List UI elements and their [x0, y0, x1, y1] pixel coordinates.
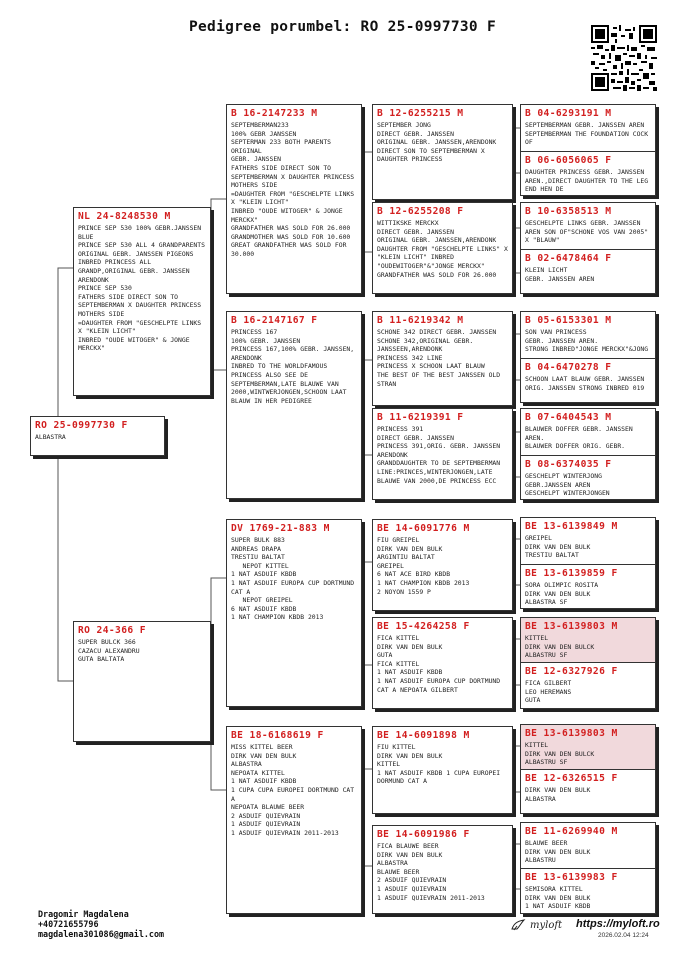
pigeon-description: PRINCESS 391 DIRECT GEBR. JANSSEN PRINCESS 391,ORIG. GEBR. JANSSEN ARENDONK GRANDDAUGHTER TO DE SEPTEMBERMAN LINE:PRINCES,WINTERJONGEN,LATE BLAUWE VAN 2000,DE PRINCESS ECC — [377, 425, 501, 485]
pigeon-entry[interactable] — [521, 725, 655, 769]
ring-number: BE 18-6168619 F — [231, 730, 324, 741]
pigeon-card-granddam-maternal[interactable] — [226, 726, 362, 914]
pigeon-pair-2[interactable] — [520, 202, 656, 294]
pigeon-description: DAUGHTER PRINCESS GEBR. JANSSEN AREN.,DIRECT DAUGHTER TO THE LEG END HEN DE — [525, 168, 652, 194]
ring-number: BE 14-6091986 F — [377, 829, 470, 840]
pigeon-entry[interactable] — [521, 455, 655, 499]
ring-number: BE 11-6269940 M — [525, 826, 618, 837]
pigeon-description: SORA OLIMPIC ROSITA DIRK VAN DEN BULK ALBASTRA SF — [525, 581, 599, 607]
ring-number: BE 12-6326515 F — [525, 773, 618, 784]
pigeon-description: SCHOON LAAT BLAUW GEBR. JANSSEN ORIG. JANSSEN STRONG INBRED 019 — [525, 375, 649, 392]
pigeon-card-ggp-1[interactable] — [372, 104, 513, 200]
ring-number: BE 13-6139803 M — [525, 621, 618, 632]
pigeon-card-grandsire-maternal[interactable] — [226, 519, 362, 707]
qr-code — [591, 25, 657, 91]
pigeon-description: SUPER BULCK 366 CAZACU ALEXANDRU GUTA BALTATA — [78, 638, 140, 664]
pigeon-pair-5[interactable] — [520, 517, 656, 609]
pigeon-card-ggp-3[interactable] — [372, 311, 513, 406]
ring-number: BE 13-6139859 F — [525, 568, 618, 579]
pigeon-pair-7[interactable] — [520, 724, 656, 814]
ring-number: B 04-6293191 M — [525, 108, 612, 119]
pigeon-description: ALBASTRA — [35, 433, 66, 441]
ring-number: B 16-2147167 F — [231, 315, 318, 326]
ring-number: B 06-6056065 F — [525, 155, 612, 166]
ring-number: BE 13-6139983 F — [525, 872, 618, 883]
pigeon-description: KLEIN LICHT GEBR. JANSSEN AREN — [525, 266, 595, 283]
page-title: Pedigree porumbel: RO 25-0997730 F — [188, 19, 496, 35]
pigeon-description: FICA BLAUWE BEER DIRK VAN DEN BULK ALBASTRA BLAUWE BEER 2 ASDUIF QUIEVRAIN 1 ASDUIF QUIEVRAIN 1 ASDUIF QUIEVRAIN 2011-2013 — [377, 842, 485, 902]
pigeon-description: WITTIKSKE MERCKX DIRECT GEBR. JANSSEN ORIGINAL GEBR. JANSSEN,ARENDONK DAUGHTER FROM "GESCHELPTE LINKS" X "KLEIN LICHT" INBRED "OUDEWITOGER"&"JONGE MERCKX" GRANDFATHER WAS SOLD FOR 26.000 — [377, 219, 508, 279]
pigeon-entry[interactable] — [521, 312, 655, 358]
ring-number: B 11-6219342 M — [377, 315, 464, 326]
pigeon-description: PRINCE SEP 530 100% GEBR.JANSSEN BLUE PRINCE SEP 530 ALL 4 GRANDPARENTS ORIGINAL GEBR. JANSSEN PIGEONS INBRED PRINCESS ALL GRANDP,ORIGINAL GEBR. JANSSEN ARENDONK PRINCE SEP 530 FATHERS SIDE DIRECT SON TO SEPTEMBERMAN X DAUGHTER PRINCESS MOTHERS SIDE =DAUGHTER FROM "GESCHELPTE LINKS X "KLEIN LICHT" INBRED "OUDE WITOGER" & JONGE MERCKX" — [78, 224, 205, 353]
ring-number: BE 12-6327926 F — [525, 666, 618, 677]
ring-number: B 16-2147233 M — [231, 108, 318, 119]
pigeon-card-ggp-4[interactable] — [372, 408, 513, 500]
pigeon-entry[interactable] — [521, 769, 655, 813]
pigeon-description: FICA GILBERT LEO HEREMANS GUTA — [525, 679, 572, 705]
pigeon-description: SEPTEMBER JONG DIRECT GEBR. JANSSEN ORIGINAL GEBR. JANSSEN,ARENDONK DIRECT SON TO SEPTEMBERMAN X DAUGHTER PRINCESS — [377, 121, 497, 164]
pigeon-description: GESCHELPT WINTERJONG GEBR.JANSSEN AREN GESCHELPT WINTERJONGEN — [525, 472, 610, 498]
pigeon-description: FIU KITTEL DIRK VAN DEN BULK KITTEL 1 NAT ASDUIF KBDB 1 CUPA EUROPEI DORMUND CAT A — [377, 743, 501, 786]
pigeon-description: BLAUWE BEER DIRK VAN DEN BULK ALBASTRU — [525, 839, 591, 865]
print-date: 2026.02.04 12:24 — [598, 932, 649, 939]
ring-number: RO 25-0997730 F — [35, 420, 128, 431]
pigeon-entry[interactable] — [521, 249, 655, 293]
ring-number: B 12-6255208 F — [377, 206, 464, 217]
ring-number: NL 24-8248530 M — [78, 211, 171, 222]
ring-number: RO 24-366 F — [78, 625, 146, 636]
pigeon-entry[interactable] — [521, 151, 655, 195]
pigeon-pair-3[interactable] — [520, 311, 656, 403]
pigeon-card-grandsire-paternal[interactable] — [226, 104, 362, 294]
ring-number: BE 13-6139803 M — [525, 728, 618, 739]
pigeon-description: GESCHELPTE LINKS GEBR. JANSSEN AREN SON OF"SCHONE VOS VAN 2005" X "BLAUW" — [525, 219, 652, 245]
pigeon-description: DIRK VAN DEN BULK ALBASTRA — [525, 786, 591, 803]
ring-number: DV 1769-21-883 M — [231, 523, 330, 534]
pigeon-card-ggp-7[interactable] — [372, 726, 513, 814]
pigeon-card-granddam-paternal[interactable] — [226, 311, 362, 499]
brand-logo — [510, 917, 562, 933]
pigeon-card-ggp-2[interactable] — [372, 202, 513, 294]
pigeon-entry[interactable] — [521, 868, 655, 913]
pigeon-description: KITTEL DIRK VAN DEN BULCK ALBASTRU SF — [525, 741, 595, 767]
pigeon-description: SEPTEMBERMAN233 100% GEBR JANSSEN SEPTERMAN 233 BOTH PARENTS ORIGINAL GEBR. JANSSEN FATHERS SIDE DIRECT SON TO SEPTEMBERMAN X DAUGHTER PRINCESS MOTHERS SIDE =DAUGHTER FROM "GESCHELPTE LINKS X "KLEIN LICHT" INBRED "OUDE WITOGER" & JONGE MERCKX" GRANDFATHER WAS SOLD FOR 26.000 GRANDMOTHER WAS SOLD FOR 10.600 GREAT GRANDFATHER WAS SOLD FOR 30.000 — [231, 121, 355, 258]
pigeon-pair-4[interactable] — [520, 408, 656, 500]
pigeon-description: GREIPEL DIRK VAN DEN BULK TRESTIU BALTAT — [525, 534, 591, 560]
pigeon-card-dam[interactable] — [73, 621, 211, 742]
pigeon-entry[interactable] — [521, 662, 655, 708]
owner-name: Dragomir Magdalena — [38, 909, 129, 919]
ring-number: B 04-6470278 F — [525, 362, 612, 373]
ring-number: B 08-6374035 F — [525, 459, 612, 470]
ring-number: BE 14-6091776 M — [377, 523, 470, 534]
pigeon-description: SEPTEMBERMAN GEBR. JANSSEN AREN SEPTEMBERMAN THE FOUNDATION COCK OF — [525, 121, 649, 147]
pigeon-entry[interactable] — [521, 358, 655, 402]
brand-name: myloft — [530, 919, 563, 931]
ring-number: B 05-6153301 M — [525, 315, 612, 326]
owner-email: magdalena301086@gmail.com — [38, 929, 165, 939]
pigeon-entry[interactable] — [521, 564, 655, 608]
owner-phone: +40721655796 — [38, 919, 99, 929]
ring-number: BE 13-6139849 M — [525, 521, 618, 532]
owner-info — [38, 909, 164, 939]
pigeon-entry[interactable] — [521, 203, 655, 249]
pigeon-pair-8[interactable] — [520, 822, 656, 914]
ring-number: B 02-6478464 F — [525, 253, 612, 264]
pigeon-card-ggp-8[interactable] — [372, 825, 513, 914]
pigeon-card-sire[interactable] — [73, 207, 211, 396]
pigeon-entry[interactable] — [521, 823, 655, 868]
pigeon-description: SUPER BULK 883 ANDREAS DRAPA TRESTIU BALTAT NEPOT KITTEL 1 NAT ASDUIF KBDB 1 NAT ASDUIF EUROPA CUP DORTMUND CAT A NEPOT GREIPEL 6 NAT ASDUIF KBDB 1 NAT CHAMPION KBDB 2013 — [231, 536, 355, 622]
ring-number: B 07-6404543 M — [525, 412, 612, 423]
pigeon-entry[interactable] — [521, 409, 655, 455]
pigeon-description: KITTEL DIRK VAN DEN BULCK ALBASTRU SF — [525, 634, 595, 660]
pigeon-description: MISS KITTEL BEER DIRK VAN DEN BULK ALBASTRA NEPOATA KITTEL 1 NAT ASDUIF KBDB 1 CUPA CUPA EUROPEI DORTMUND CAT A NEPOATA BLAUWE BEER 2 ASDUIF QUIEVRAIN 1 ASDUIF QUIEVRAIN 1 ASDUIF QUIEVRAIN 2011-2013 — [231, 743, 355, 837]
pigeon-entry[interactable] — [521, 518, 655, 564]
pigeon-card-subject[interactable] — [30, 416, 165, 456]
ring-number: B 11-6219391 F — [377, 412, 464, 423]
pigeon-description: SON VAN PRINCESS GEBR. JANSSEN AREN. STRONG INBRED"JONGE MERCKX"&JONG — [525, 328, 649, 354]
pigeon-card-ggp-5[interactable] — [372, 519, 513, 611]
pigeon-description: FICA KITTEL DIRK VAN DEN BULK GUTA FICA KITTEL 1 NAT ASDUIF KBDB 1 NAT ASDUIF EUROPA CUP DORTMUND CAT A NEPOATA GILBERT — [377, 634, 501, 694]
pigeon-logo-icon — [510, 917, 526, 933]
ring-number: BE 14-6091898 M — [377, 730, 470, 741]
pigeon-description: BLAUWER DOFFER GEBR. JANSSEN AREN. BLAUWER DOFFER ORIG. GEBR. — [525, 425, 633, 451]
ring-number: BE 15-4264258 F — [377, 621, 470, 632]
pigeon-description: SCHONE 342 DIRECT GEBR. JANSSEN SCHONE 342,ORIGINAL GEBR. JANSSEEN,ARENDONK PRINCESS 342 LINE PRINCESS X SCHOON LAAT BLAUW THE BEST OF THE BEST JANSSEN OLD STRAN — [377, 328, 501, 388]
pigeon-description: PRINCESS 167 100% GEBR. JANSSEN PRINCESS 167,100% GEBR. JANSSEN, ARENDONK INBRED TO THE WORLDFAMOUS PRINCESS ALSO SEE DE SEPTEMBERMAN,LATE BLAUWE VAN 2000,WINTWERJONGEN,SCHOON LAAT BLAUW IN HER PEDIGREE — [231, 328, 355, 405]
site-link[interactable]: https://myloft.ro — [576, 918, 660, 930]
pigeon-pair-1[interactable] — [520, 104, 656, 196]
pigeon-pair-6[interactable] — [520, 617, 656, 709]
pigeon-entry[interactable] — [521, 618, 655, 662]
pigeon-description: FIU GREIPEL DIRK VAN DEN BULK ARGINTIU BALTAT GREIPEL 6 NAT ACE BIRD KBDB 1 NAT CHAMPION KBDB 2013 2 NOYON 1559 P — [377, 536, 470, 596]
ring-number: B 10-6358513 M — [525, 206, 612, 217]
ring-number: B 12-6255215 M — [377, 108, 464, 119]
pigeon-entry[interactable] — [521, 105, 655, 151]
pigeon-card-ggp-6[interactable] — [372, 617, 513, 709]
pigeon-description: SEMISORA KITTEL DIRK VAN DEN BULK 1 NAT ASDUIF KBDB — [525, 885, 591, 911]
